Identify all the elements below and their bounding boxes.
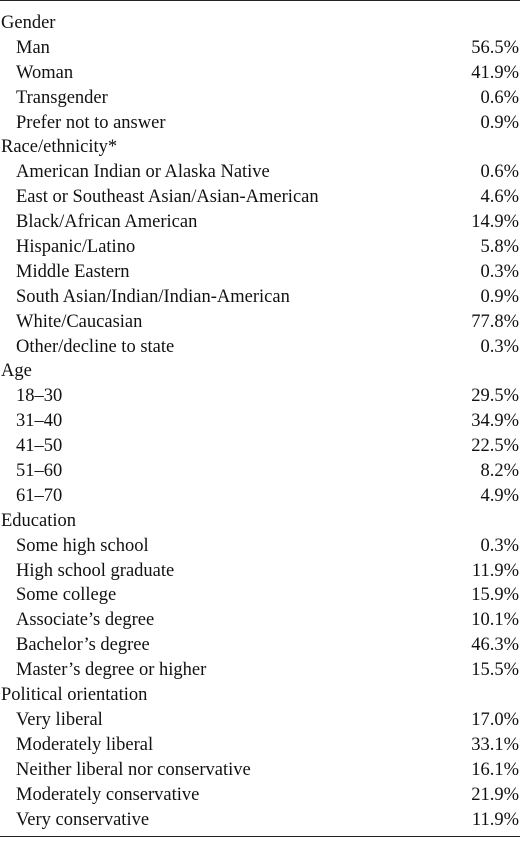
row-value: 0.9% bbox=[480, 286, 519, 307]
row-label: Moderately conservative bbox=[16, 784, 200, 805]
row-label: Prefer not to answer bbox=[16, 112, 166, 133]
section-heading: Education bbox=[1, 510, 77, 531]
table-row bbox=[0, 61, 520, 86]
row-value: 15.9% bbox=[471, 585, 519, 606]
row-value: 17.0% bbox=[471, 709, 519, 730]
row-value: 41.9% bbox=[471, 62, 519, 83]
table-row bbox=[0, 658, 520, 683]
table-row bbox=[0, 758, 520, 783]
row-value: 21.9% bbox=[471, 784, 519, 805]
table-row bbox=[0, 235, 520, 260]
table-row bbox=[0, 808, 520, 833]
row-label: Black/African American bbox=[16, 212, 198, 233]
row-label: Very liberal bbox=[16, 709, 103, 730]
table-row bbox=[0, 285, 520, 310]
row-value: 33.1% bbox=[471, 734, 519, 755]
table-row bbox=[0, 86, 520, 111]
row-label: Man bbox=[16, 37, 50, 58]
section-heading: Race/ethnicity* bbox=[1, 137, 118, 158]
row-label: 51–60 bbox=[16, 461, 63, 482]
table-row bbox=[0, 484, 520, 509]
row-value: 34.9% bbox=[471, 411, 519, 432]
row-label: High school graduate bbox=[16, 560, 175, 581]
table-row bbox=[0, 559, 520, 584]
table-row bbox=[0, 459, 520, 484]
row-value: 22.5% bbox=[471, 436, 519, 457]
row-value: 15.5% bbox=[471, 660, 519, 681]
row-label: Middle Eastern bbox=[16, 261, 130, 282]
row-value: 4.9% bbox=[480, 485, 519, 506]
row-label: Very conservative bbox=[16, 809, 150, 830]
row-value: 77.8% bbox=[471, 311, 519, 332]
row-value: 11.9% bbox=[471, 560, 519, 581]
table-row bbox=[0, 733, 520, 758]
table-row bbox=[0, 708, 520, 733]
row-value: 56.5% bbox=[471, 37, 519, 58]
row-label: 61–70 bbox=[16, 485, 63, 506]
row-label: Bachelor’s degree bbox=[16, 635, 150, 656]
row-value: 0.3% bbox=[480, 535, 519, 556]
table-row bbox=[0, 260, 520, 285]
row-label: Associate’s degree bbox=[16, 610, 155, 631]
row-value: 10.1% bbox=[471, 610, 519, 631]
table-row bbox=[0, 160, 520, 185]
row-label: Neither liberal nor conservative bbox=[16, 759, 251, 780]
row-value: 0.6% bbox=[480, 162, 519, 183]
row-label: Some high school bbox=[16, 535, 149, 556]
row-label: Woman bbox=[16, 62, 74, 83]
table-row bbox=[0, 111, 520, 136]
section-heading: Political orientation bbox=[1, 685, 148, 706]
row-label: Other/decline to state bbox=[16, 336, 175, 357]
row-label: Some college bbox=[16, 585, 117, 606]
row-label: Master’s degree or higher bbox=[16, 660, 207, 681]
section-heading: Gender bbox=[1, 13, 56, 33]
table-body bbox=[0, 11, 520, 832]
row-value: 8.2% bbox=[480, 461, 519, 482]
table-row bbox=[0, 36, 520, 61]
row-label: East or Southeast Asian/Asian-American bbox=[16, 187, 319, 208]
table-row bbox=[0, 434, 520, 459]
table-row bbox=[0, 335, 520, 360]
row-label: 41–50 bbox=[16, 436, 63, 457]
table-row bbox=[0, 583, 520, 608]
row-label: South Asian/Indian/Indian-American bbox=[16, 286, 290, 307]
row-label: Transgender bbox=[16, 87, 108, 108]
row-label: 31–40 bbox=[16, 411, 63, 432]
table-row bbox=[0, 608, 520, 633]
row-value: 0.3% bbox=[480, 261, 519, 282]
section-heading: Age bbox=[1, 361, 32, 382]
row-label: Moderately liberal bbox=[16, 734, 154, 755]
table-row bbox=[0, 310, 520, 335]
row-value: 46.3% bbox=[471, 635, 519, 656]
row-value: 0.9% bbox=[480, 112, 519, 133]
row-label: Hispanic/Latino bbox=[16, 237, 136, 258]
row-value: 29.5% bbox=[471, 386, 519, 407]
table-row bbox=[0, 633, 520, 658]
table-row bbox=[0, 384, 520, 409]
row-label: 18–30 bbox=[16, 386, 63, 407]
row-value: 16.1% bbox=[471, 759, 519, 780]
row-value: 14.9% bbox=[471, 212, 519, 233]
row-value: 4.6% bbox=[480, 187, 519, 208]
row-label: White/Caucasian bbox=[16, 311, 143, 332]
table-bottom-rule bbox=[0, 836, 520, 837]
table-row bbox=[0, 409, 520, 434]
row-value: 0.3% bbox=[480, 336, 519, 357]
row-value: 5.8% bbox=[480, 237, 519, 258]
row-value: 0.6% bbox=[480, 87, 519, 108]
row-label: American Indian or Alaska Native bbox=[16, 162, 270, 183]
table-row bbox=[0, 210, 520, 235]
table-row bbox=[0, 783, 520, 808]
table-row bbox=[0, 534, 520, 559]
row-value: 11.9% bbox=[471, 809, 519, 830]
table-row bbox=[0, 185, 520, 210]
